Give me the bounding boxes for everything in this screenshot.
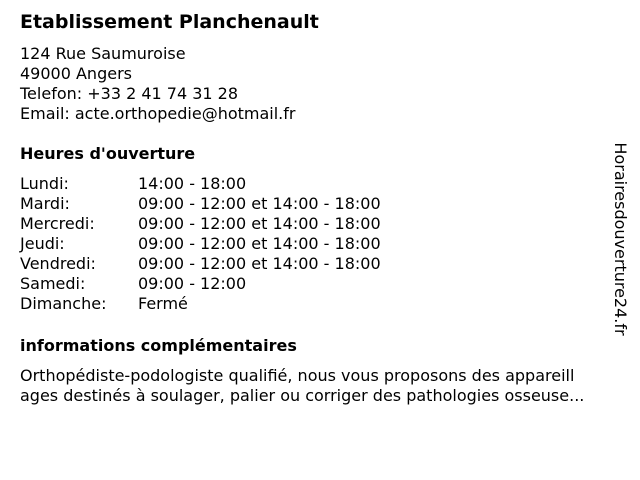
hours-time: Fermé: [138, 294, 188, 313]
hours-time: 09:00 - 12:00: [138, 274, 247, 293]
contact-block: [20, 44, 612, 124]
hours-time: 09:00 - 12:00 et 14:00 - 18:00: [138, 214, 381, 233]
hours-row: [20, 254, 381, 274]
hours-day: Samedi:: [20, 274, 86, 293]
business-card: [20, 10, 612, 406]
hours-day: Dimanche:: [20, 294, 107, 313]
hours-heading: Heures d'ouverture: [20, 144, 196, 163]
hours-row: [20, 214, 381, 234]
hours-day: Lundi:: [20, 174, 69, 193]
hours-row: [20, 194, 381, 214]
address-city: 49000 Angers: [20, 64, 132, 83]
hours-time: 09:00 - 12:00 et 14:00 - 18:00: [138, 194, 381, 213]
business-name: Etablissement Planchenault: [20, 11, 319, 33]
hours-time: 14:00 - 18:00: [138, 174, 247, 193]
hours-day: Mercredi:: [20, 214, 95, 233]
info-heading: informations complémentaires: [20, 336, 297, 355]
opening-hours-table: [20, 174, 381, 314]
hours-day: Mardi:: [20, 194, 70, 213]
hours-row: [20, 234, 381, 254]
hours-time: 09:00 - 12:00 et 14:00 - 18:00: [138, 254, 381, 273]
hours-row: [20, 274, 381, 294]
phone-number: Telefon: +33 2 41 74 31 28: [20, 84, 239, 103]
hours-time: 09:00 - 12:00 et 14:00 - 18:00: [138, 234, 381, 253]
hours-day: Vendredi:: [20, 254, 96, 273]
email-address: Email: acte.orthopedie@hotmail.fr: [20, 104, 296, 123]
hours-row: [20, 174, 381, 194]
hours-row: [20, 294, 381, 314]
address-street: 124 Rue Saumuroise: [20, 44, 186, 63]
info-description: Orthopédiste-podologiste qualifié, nous vous proposons des appareill ages destinés à soulager, palier ou corriger des pathologies osseuse...: [20, 366, 585, 405]
hours-day: Jeudi:: [20, 234, 65, 253]
brand-watermark-text: Horairesdouverture24.fr: [611, 142, 630, 336]
brand-watermark: [610, 134, 630, 344]
